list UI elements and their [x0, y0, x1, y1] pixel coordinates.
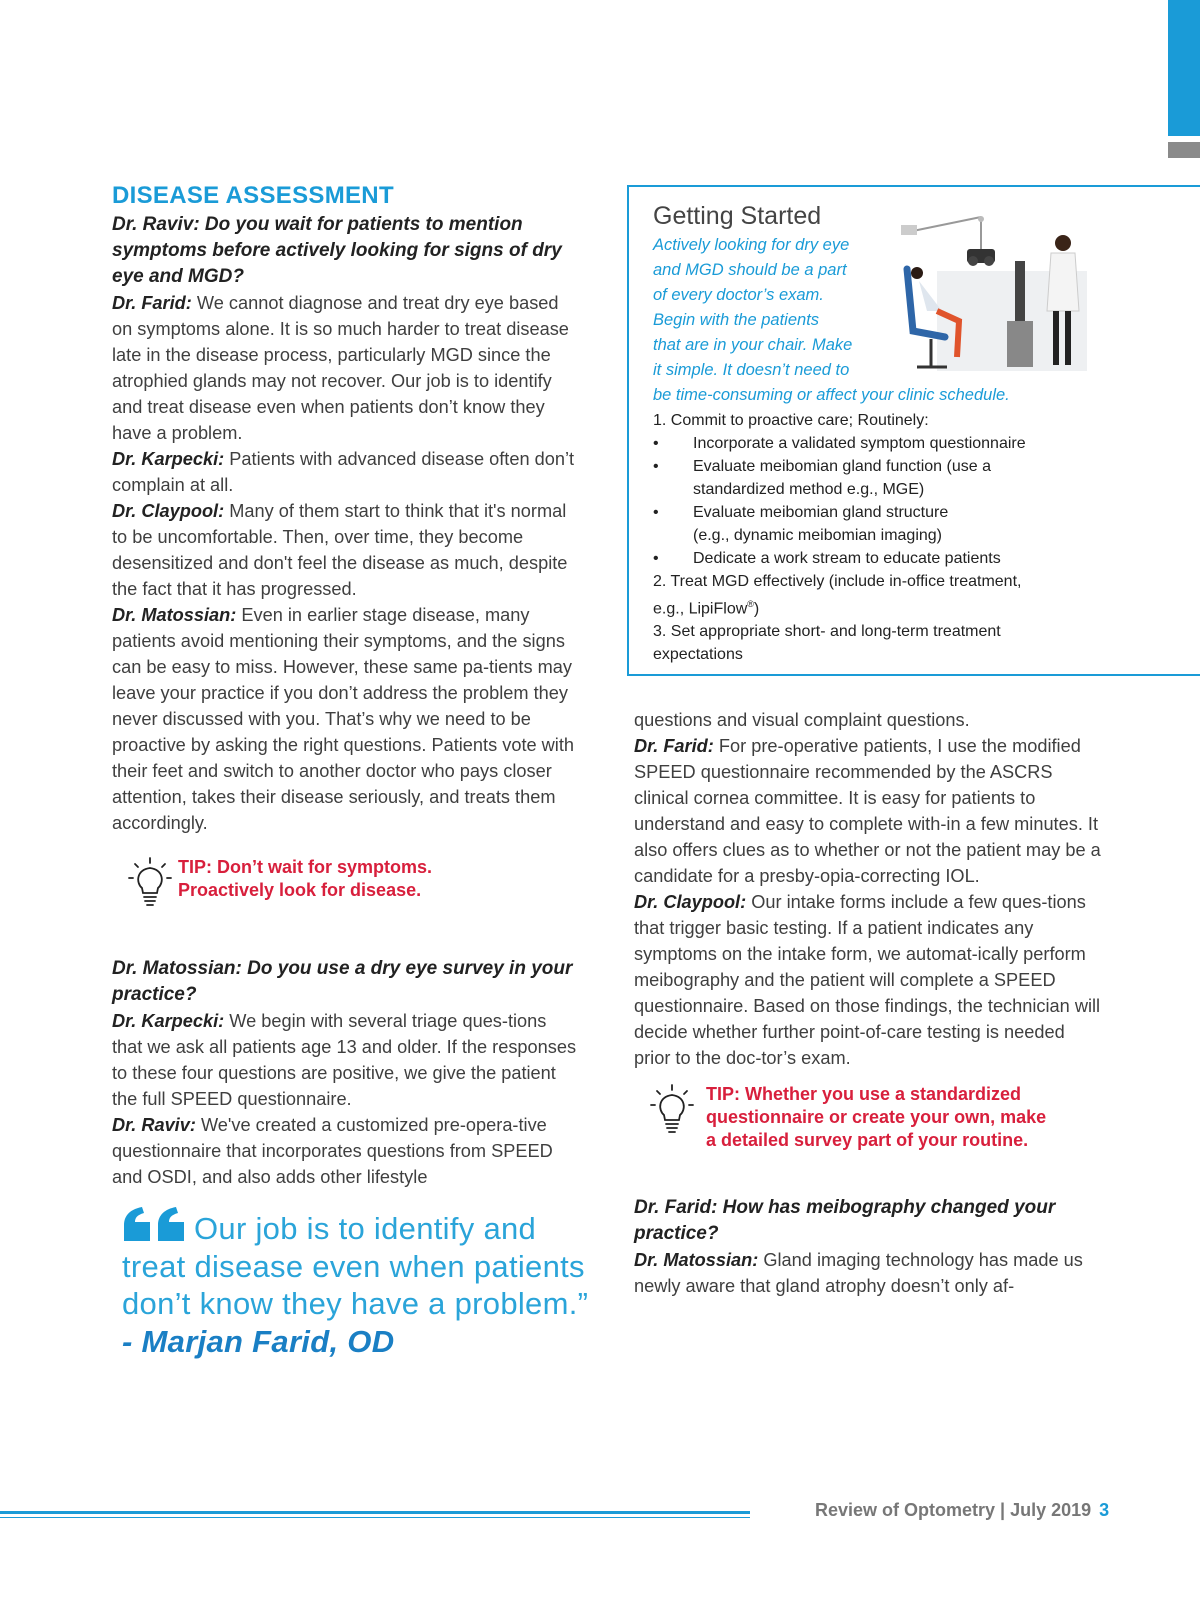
answer-text: We cannot diagnose and treat dry eye based on symptoms alone. It is so much harder to treat disease late in the disease process, particularly MGD since the atrophied glands may not recover. Our job is to identify and treat disease even when patients don’t know they have a problem.: [112, 293, 569, 443]
step-item-continued: [653, 593, 1193, 620]
speaker-name: Dr. Raviv:: [112, 1115, 196, 1135]
speaker-name: Dr. Karpecki:: [112, 449, 225, 469]
bullet: •: [653, 504, 659, 521]
answer-text: Our intake forms include a few ques-tions that trigger basic testing. If a patient indicates any symptoms on the intake form, we automat-ically perform meibography and the patient will complete a SPEED questionnaire. Based on those findings, the technician will decide whether further point-of-care testing is needed prior to the doc-tor’s exam.: [634, 892, 1101, 1068]
answer-paragraph: [112, 498, 580, 602]
step-text: e.g., LipiFlow: [653, 600, 748, 618]
intro-line: that are in your chair. Make: [653, 336, 853, 354]
answer-paragraph: [112, 602, 580, 836]
quote-text: Our job is to identify and treat disease even when patients don’t know they have a problem.”: [122, 1211, 589, 1321]
speaker-name: Dr. Matossian:: [634, 1250, 759, 1270]
step-text: ): [753, 600, 760, 618]
left-column: [112, 182, 580, 1190]
answer-text: We begin with several triage ques-tions that we ask all patients age 13 and older. If the responses to these four questions are positive, we give the patient the full SPEED questionnaire.: [112, 1011, 577, 1109]
tip-line: TIP: Whether you use a standardized: [706, 1084, 1022, 1104]
tip-line: questionnaire or create your own, make: [706, 1107, 1047, 1127]
speaker-name: Dr. Farid:: [112, 293, 192, 313]
step-item: 2. Treat MGD effectively (include in-office treatment,: [653, 573, 1022, 590]
bullet-text: (e.g., dynamic meibomian imaging): [693, 527, 942, 544]
tip-callout: [634, 1081, 1104, 1157]
tip-callout: [112, 854, 580, 914]
answer-paragraph: [112, 446, 580, 498]
answer-text: Gland imaging technology has made us newly aware that gland atrophy doesn’t only af-: [634, 1250, 1083, 1296]
publication-info: Review of Optometry | July 2019: [815, 1500, 1092, 1520]
bullet-text: Dedicate a work stream to educate patients: [693, 550, 1001, 567]
section-heading: DISEASE ASSESSMENT: [112, 182, 394, 209]
bullet: •: [653, 458, 659, 475]
page-edge-tab: [1168, 0, 1200, 136]
answer-paragraph: [634, 733, 1104, 889]
registered-mark: ®: [747, 599, 754, 609]
speaker-name: Dr. Matossian:: [112, 605, 237, 625]
intro-line: be time-consuming or affect your clinic schedule.: [653, 386, 1010, 404]
footer-rule-thin: [0, 1517, 750, 1518]
bullet-text: Evaluate meibomian gland function (use a: [693, 458, 991, 475]
step-item: 3. Set appropriate short- and long-term treatment: [653, 623, 1001, 641]
question-3: Dr. Farid: How has meibography changed your practice?: [634, 1197, 1056, 1244]
quote-mark-icon: [122, 1207, 188, 1241]
lightbulb-icon: [650, 1083, 694, 1135]
intro-line: and MGD should be a part: [653, 261, 847, 279]
tip-text: [706, 1083, 1046, 1152]
answer-text: questions and visual complaint questions.: [634, 710, 970, 730]
bullet: •: [653, 435, 659, 452]
answer-paragraph: [112, 290, 580, 446]
page-footer: [815, 1500, 1109, 1521]
bullet: •: [653, 550, 659, 567]
answer-paragraph: [112, 1008, 580, 1112]
bullet-item: [653, 501, 1193, 524]
answer-text: Even in earlier stage disease, many patients avoid mentioning their symptoms, and the signs can be easy to miss. However, these same pa-tients may leave your practice if you don’t address the problem they never discussed with you. That’s why we need to be proactive by asking the right questions. Patients vote with their feet and switch to another doctor who pays closer attention, takes their disease seriously, and treats them accordingly.: [112, 605, 575, 833]
speaker-name: Dr. Claypool:: [634, 892, 747, 912]
steps-list: [653, 409, 1193, 666]
intro-line: it simple. It doesn’t need to: [653, 361, 850, 379]
answer-text: Many of them start to think that it's normal to be uncomfortable. Then, over time, they become desensitized and don't feel the disease as much, despite the fact that it has progressed.: [112, 501, 568, 599]
intro-line: of every doctor’s exam.: [653, 286, 824, 304]
page-number: 3: [1099, 1500, 1110, 1520]
bullet-text: standardized method e.g., MGE): [693, 481, 925, 498]
bullet-text: Evaluate meibomian gland structure: [693, 504, 949, 521]
step-item-continued: expectations: [653, 646, 743, 664]
answer-text: Patients with advanced disease often don’t complain at all.: [112, 449, 575, 495]
footer-rule: [0, 1511, 750, 1514]
answer-text: We've created a customized pre-opera-tive questionnaire that incorporates questions from SPEED and OSDI, and also adds other lifestyle: [112, 1115, 553, 1187]
answer-paragraph: [634, 1247, 1104, 1299]
exam-room-illustration: [897, 211, 1097, 371]
tip-line: TIP: Don’t wait for symptoms.: [178, 857, 433, 877]
getting-started-box: [627, 185, 1200, 676]
step-item: 1. Commit to proactive care; Routinely:: [653, 412, 929, 429]
speaker-name: Dr. Farid:: [634, 736, 714, 756]
bullet-item: [653, 432, 1193, 455]
question-2: Dr. Matossian: Do you use a dry eye survey in your practice?: [112, 958, 573, 1005]
box-title: Getting Started: [653, 202, 822, 230]
tip-text: [178, 856, 432, 902]
bullet-item: [653, 455, 1193, 478]
tip-line: a detailed survey part of your routine.: [706, 1130, 1029, 1150]
intro-line: Actively looking for dry eye: [653, 236, 850, 254]
answer-paragraph: [112, 1112, 580, 1190]
answer-paragraph: [634, 889, 1104, 1071]
lightbulb-icon: [128, 856, 172, 908]
bullet-text: Incorporate a validated symptom questionnaire: [693, 435, 1026, 452]
quote-author: - Marjan Farid, OD: [122, 1323, 395, 1359]
bullet-item: [653, 547, 1193, 570]
intro-line: Begin with the patients: [653, 311, 820, 329]
bullet-item-continued: [653, 478, 1193, 501]
bullet-item-continued: [653, 524, 1193, 547]
answer-text: For pre-operative patients, I use the modified SPEED questionnaire recommended by the ASCRS clinical cornea committee. It is easy for patients to understand and easy to complete with-in a few minutes. It also offers clues as to whether or not the patient may be a candidate for a presby-opia-correcting IOL.: [634, 736, 1101, 886]
page-edge-marker: [1168, 142, 1200, 158]
question-1: Dr. Raviv: Do you wait for patients to mention symptoms before actively looking for signs of dry eye and MGD?: [112, 214, 562, 287]
speaker-name: Dr. Claypool:: [112, 501, 225, 521]
pull-quote: [122, 1207, 592, 1360]
tip-line: Proactively look for disease.: [178, 880, 422, 900]
right-column: [634, 707, 1104, 1299]
speaker-name: Dr. Karpecki:: [112, 1011, 225, 1031]
